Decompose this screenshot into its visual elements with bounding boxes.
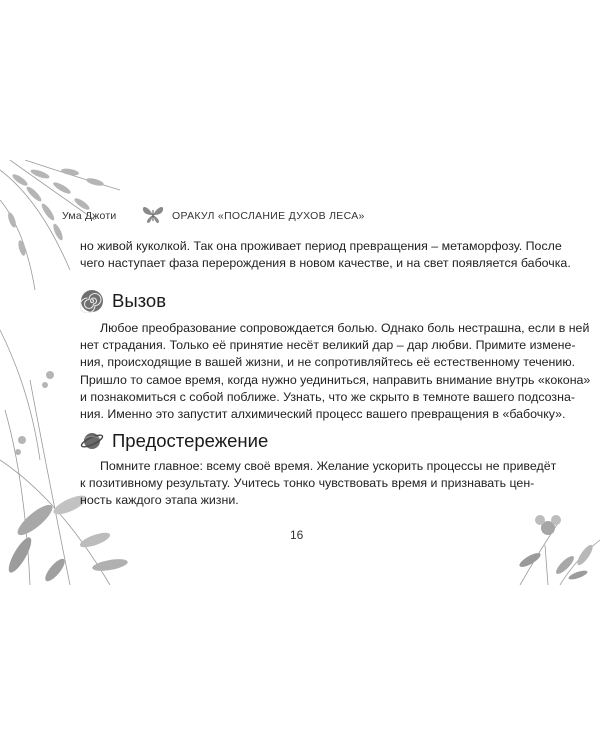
text-line: ность каждого этапа жизни. (80, 493, 239, 508)
intro-paragraph (80, 238, 571, 272)
challenge-paragraph (80, 320, 591, 423)
section-title: Предостережение (112, 430, 269, 451)
section-heading-challenge (80, 288, 166, 314)
warning-paragraph (80, 458, 557, 510)
butterfly-icon (140, 204, 166, 226)
page-number: 16 (290, 528, 304, 542)
text-line: ния, происходящие в вашей жизни, и не сопротивляйтесь её естественному течению. (80, 355, 576, 370)
text-line: Любое преобразование сопровождается болью. Однако боль нестрашна, если в ней (100, 321, 590, 335)
text-line: к позитивному результату. Учитесь тонко чувствовать время и признавать цен- (80, 476, 535, 491)
text-line: ния. Именно это запустит алхимический процесс вашего превращения в «бабочку». (80, 407, 566, 422)
section-title: Вызов (112, 290, 167, 311)
book-page (0, 160, 600, 585)
planet-icon (80, 429, 104, 453)
book-title: ОРАКУЛ «ПОСЛАНИЕ ДУХОВ ЛЕСА» (172, 210, 365, 222)
author-name: Ума Джоти (62, 210, 117, 222)
text-line: Пришло то самое время, когда нужно уединиться, направить внимание внутрь «кокона» (80, 372, 591, 387)
running-header (62, 204, 382, 226)
text-line: нет страдания. Только её принятие несёт великий дар – дар любви. Примите измене- (80, 338, 576, 353)
section-heading-warning (80, 428, 268, 454)
text-line: и познакомиться с собой поближе. Узнать, что же скрыто в темноте вашего подсозна- (80, 389, 575, 404)
text-line: Помните главное: всему своё время. Желание ускорить процессы не приведёт (100, 459, 557, 473)
spiral-icon (80, 289, 104, 313)
text-line: но живой куколкой. Так она проживает период превращения – метаморфозу. После (80, 239, 562, 253)
text-line: чего наступает фаза перерождения в новом качестве, и на свет появляется бабочка. (80, 256, 571, 271)
